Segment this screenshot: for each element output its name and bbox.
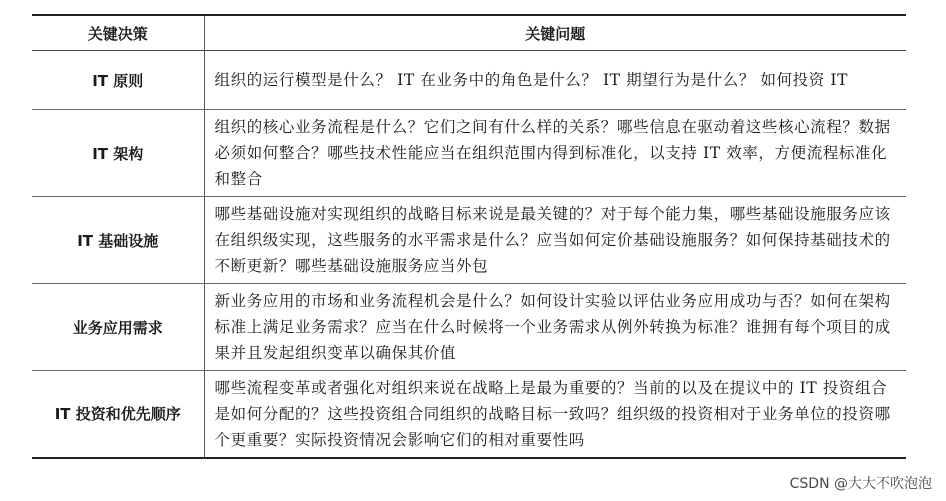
question-cell: 哪些流程变革或者强化对组织来说在战略上是最为重要的？当前的以及在提议中的 IT 投资组合是如何分配的？这些投资组合同组织的战略目标一致吗？组织级的投资相对于业务单位的投资哪个更重要？实际投资情况会影响它们的相对重要性吗 <box>204 371 906 458</box>
decision-cell: IT 原则 <box>32 51 204 110</box>
question-cell: 哪些基础设施对实现组织的战略目标来说是最关键的？对于每个能力集，哪些基础设施服务应该在组织级实现，这些服务的水平需求是什么？应当如何定价基础设施服务？如何保持基础技术的不断更新？哪些基础设施服务应当外包 <box>204 197 906 284</box>
table-header-row <box>32 15 906 51</box>
decision-cell: IT 基础设施 <box>32 197 204 284</box>
question-cell: 组织的核心业务流程是什么？它们之间有什么样的关系？哪些信息在驱动着这些核心流程？数据必须如何整合？哪些技术性能应当在组织范围内得到标准化，以支持 IT 效率，方便流程标准化和整合 <box>204 110 906 197</box>
header-key-question: 关键问题 <box>204 15 906 51</box>
question-cell: 组织的运行模型是什么？ IT 在业务中的角色是什么？ IT 期望行为是什么？ 如何投资 IT <box>204 51 906 110</box>
key-decisions-table <box>32 14 906 459</box>
table-row <box>32 371 906 458</box>
table-row <box>32 197 906 284</box>
table-row <box>32 51 906 110</box>
header-key-decision: 关键决策 <box>32 15 204 51</box>
question-cell: 新业务应用的市场和业务流程机会是什么？如何设计实验以评估业务应用成功与否？如何在架构标准上满足业务需求？应当在什么时候将一个业务需求从例外转换为标准？谁拥有每个项目的成果并且发起组织变革以确保其价值 <box>204 284 906 371</box>
decision-cell: IT 架构 <box>32 110 204 197</box>
watermark: CSDN @大大不吹泡泡 <box>789 476 932 492</box>
table-row <box>32 110 906 197</box>
table-row <box>32 284 906 371</box>
decision-cell: IT 投资和优先顺序 <box>32 371 204 458</box>
decision-cell: 业务应用需求 <box>32 284 204 371</box>
